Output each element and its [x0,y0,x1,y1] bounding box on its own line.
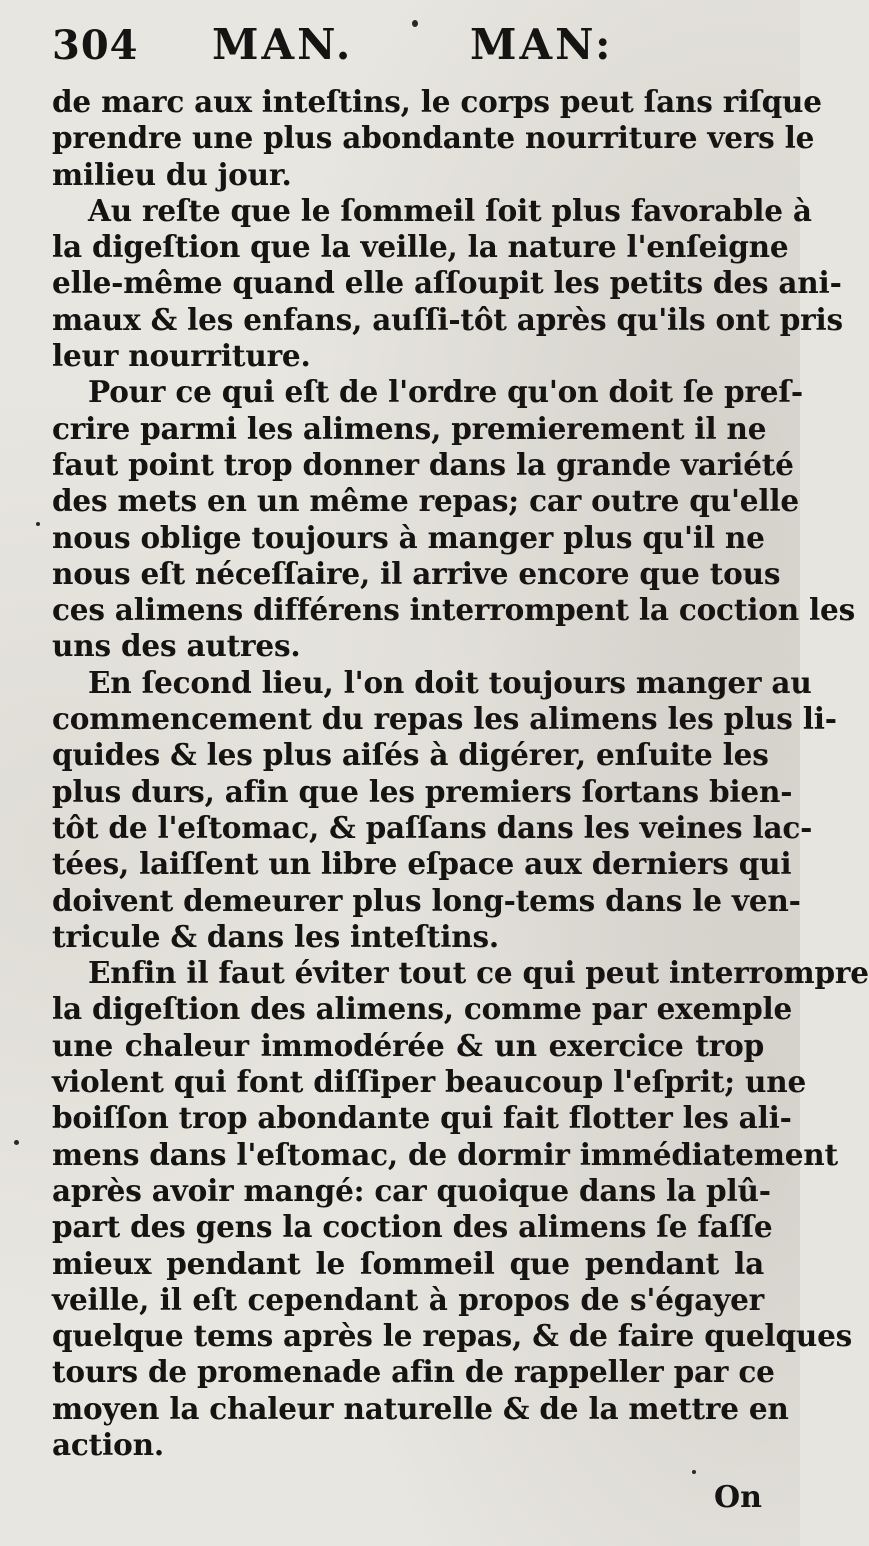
text-line: boiſſon trop abondante qui fait flotter les ali- [52,1100,792,1136]
running-head [52,14,764,74]
text-line: action. [52,1426,164,1462]
running-head-right-word: MAN: [470,20,614,69]
paragraph [52,374,856,664]
running-head-left-word: MAN. [212,20,354,69]
text-line: doivent demeurer plus long-tems dans le ven- [52,882,801,918]
text-line: mens dans l'eſtomac, de dormir immédiatement [52,1136,838,1172]
text-line: violent qui font diſſiper beaucoup l'eſprit; une [52,1064,807,1100]
text-line: En ſecond lieu, l'on doit toujours manger au [88,664,812,700]
text-line: milieu du jour. [52,156,292,192]
ink-speck [14,1140,19,1145]
text-line: Pour ce qui eſt de l'ordre qu'on doit ſe preſ- [88,374,803,410]
text-line: nous eſt néceſſaire, il arrive encore que tous [52,555,781,591]
text-line: la digeſtion des alimens, comme par exemple [52,991,793,1027]
text-line: crire parmi les alimens, premierement il ne [52,410,767,446]
text-line: tricule & dans les inteſtins. [52,918,499,954]
text-line: tours de promenade afin de rappeller par ce [52,1354,775,1390]
text-line: maux & les enfans, auſſi-tôt après qu'ils ont pris [52,301,843,337]
text-body [52,84,869,1463]
page-number: 304 [52,22,139,69]
text-line: elle-même quand elle aſſoupit les petits des ani- [52,265,842,301]
text-line: commencement du repas les alimens les plus li- [52,701,837,737]
paragraph [52,192,843,374]
text-line: une chaleur immodérée & un exercice trop [52,1027,764,1063]
paragraph [52,664,837,955]
text-line: quides & les plus aiſés à digérer, enſuite les [52,737,769,773]
paragraph [52,955,869,1463]
text-line: veille, il eſt cependant à propos de s'égayer [52,1281,764,1317]
catchword: On [714,1480,762,1515]
ink-speck [36,522,40,526]
text-line: moyen la chaleur naturelle & de la mettre en [52,1390,789,1426]
ink-speck [692,1470,696,1474]
text-line: mieux pendant le ſommeil que pendant la [52,1245,764,1281]
text-line: prendre une plus abondante nourriture vers le [52,120,815,156]
text-line: ces alimens différens interrompent la coction les [52,592,856,628]
text-line: quelque tems après le repas, & de faire quelques [52,1318,853,1354]
text-line: tôt de l'eſtomac, & paſſans dans les veines lac- [52,809,813,845]
text-line: uns des autres. [52,628,301,664]
text-line: nous oblige toujours à manger plus qu'il ne [52,519,765,555]
text-line: tées, laiſſent un libre eſpace aux derniers qui [52,846,792,882]
text-line: après avoir mangé: car quoique dans la plû- [52,1172,771,1208]
text-line: Au reſte que le ſommeil ſoit plus favorable à [88,192,812,228]
text-line: de marc aux inteſtins, le corps peut ſans riſque [52,84,822,119]
text-line: la digeſtion que la veille, la nature l'enſeigne [52,229,789,265]
ink-speck [412,20,418,27]
text-line: des mets en un même repas; car outre qu'elle [52,483,799,519]
text-line: plus durs, afin que les premiers ſortans bien- [52,773,793,809]
text-line: Enfin il faut éviter tout ce qui peut interrompre [88,955,869,991]
paragraph [52,84,822,193]
text-line: leur nourriture. [52,338,311,374]
text-line: part des gens la coction des alimens ſe faſſe [52,1209,773,1245]
text-line: faut point trop donner dans la grande variété [52,446,794,482]
